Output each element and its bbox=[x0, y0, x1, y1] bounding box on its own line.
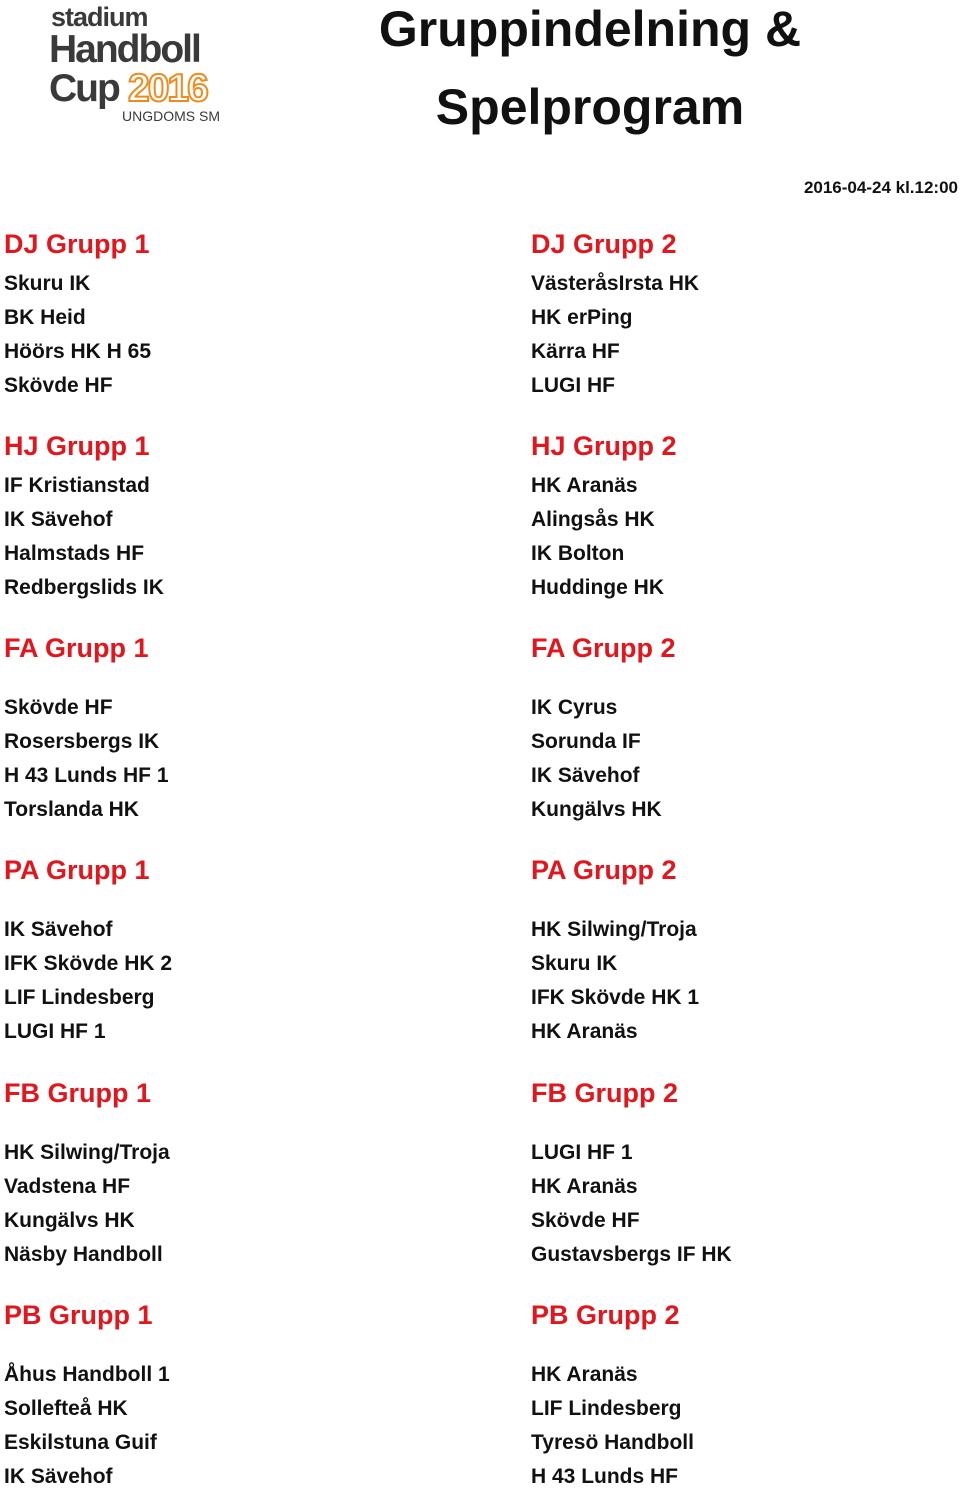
team-item: HK Aranäs bbox=[531, 474, 638, 497]
team-item: H 43 Lunds HF bbox=[531, 1465, 679, 1488]
team-item: HK Silwing/Troja bbox=[531, 918, 697, 941]
team-list bbox=[531, 691, 951, 827]
team-item: Skuru IK bbox=[531, 952, 618, 975]
team-item: Skuru IK bbox=[4, 272, 91, 295]
team-item: Skövde HF bbox=[531, 1209, 640, 1232]
team-item: Halmstads HF bbox=[4, 542, 145, 565]
group-title: DJ Grupp 2 bbox=[531, 229, 677, 259]
team-item: IFK Skövde HK 2 bbox=[4, 952, 173, 975]
team-list bbox=[4, 913, 424, 1049]
team-item: Gustavsbergs IF HK bbox=[531, 1243, 732, 1266]
team-list bbox=[531, 913, 951, 1049]
team-item: Eskilstuna Guif bbox=[4, 1431, 157, 1454]
group-pb-2 bbox=[531, 1298, 951, 1494]
group-pa-2 bbox=[531, 853, 951, 1049]
team-item: HK Aranäs bbox=[531, 1175, 638, 1198]
group-fb-2 bbox=[531, 1076, 951, 1272]
team-item: Kungälvs HK bbox=[531, 798, 662, 821]
datestamp: 2016-04-24 kl.12:00 bbox=[803, 178, 958, 197]
team-item: Alingsås HK bbox=[531, 508, 655, 531]
team-item: BK Heid bbox=[4, 306, 86, 329]
team-item: HK Aranäs bbox=[531, 1020, 638, 1043]
team-item: IK Sävehof bbox=[531, 764, 640, 787]
team-item: HK erPing bbox=[531, 306, 633, 329]
logo-line-year: 2016 bbox=[128, 67, 207, 110]
group-title: PA Grupp 2 bbox=[531, 855, 677, 885]
team-list bbox=[4, 267, 424, 403]
team-item: Åhus Handboll 1 bbox=[4, 1363, 170, 1386]
team-item: Skövde HF bbox=[4, 696, 113, 719]
group-title: HJ Grupp 1 bbox=[4, 431, 150, 461]
group-title: FA Grupp 2 bbox=[531, 633, 676, 663]
group-hj-1 bbox=[4, 429, 424, 605]
team-item: Skövde HF bbox=[4, 374, 113, 397]
page-title-line-1: Gruppindelning & bbox=[378, 1, 802, 57]
team-list bbox=[531, 469, 951, 605]
team-item: Huddinge HK bbox=[531, 576, 664, 599]
team-item: Tyresö Handboll bbox=[531, 1431, 694, 1454]
team-item: Sollefteå HK bbox=[4, 1397, 128, 1420]
group-title: HJ Grupp 2 bbox=[531, 431, 677, 461]
team-item: IK Sävehof bbox=[4, 1465, 113, 1488]
team-item: LIF Lindesberg bbox=[4, 986, 155, 1009]
team-item: HK Silwing/Troja bbox=[4, 1141, 170, 1164]
team-item: H 43 Lunds HF 1 bbox=[4, 764, 169, 787]
team-item: HK Aranäs bbox=[531, 1363, 638, 1386]
team-list bbox=[4, 691, 424, 827]
team-item: VästeråsIrsta HK bbox=[531, 272, 700, 295]
team-list bbox=[531, 1136, 951, 1272]
group-fb-1 bbox=[4, 1076, 424, 1272]
team-item: Sorunda IF bbox=[531, 730, 641, 753]
team-item: IFK Skövde HK 1 bbox=[531, 986, 700, 1009]
logo-line-ungdoms-sm: UNGDOMS SM bbox=[122, 108, 220, 124]
team-item: Kärra HF bbox=[531, 340, 620, 363]
team-list bbox=[4, 469, 424, 605]
group-fa-1 bbox=[4, 631, 424, 827]
team-list bbox=[531, 267, 951, 403]
team-item: IK Cyrus bbox=[531, 696, 618, 719]
team-list bbox=[4, 1136, 424, 1272]
team-item: Vadstena HF bbox=[4, 1175, 131, 1198]
logo-line-handboll: Handboll bbox=[49, 28, 200, 71]
team-item: LIF Lindesberg bbox=[531, 1397, 682, 1420]
team-item: IK Sävehof bbox=[4, 918, 113, 941]
team-item: LUGI HF 1 bbox=[4, 1020, 106, 1043]
group-pb-1 bbox=[4, 1298, 424, 1494]
group-title: FB Grupp 1 bbox=[4, 1078, 151, 1108]
team-item: Torslanda HK bbox=[4, 798, 139, 821]
team-list bbox=[531, 1358, 951, 1494]
team-item: Kungälvs HK bbox=[4, 1209, 135, 1232]
group-title: FA Grupp 1 bbox=[4, 633, 149, 663]
team-item: IF Kristianstad bbox=[4, 474, 150, 497]
group-title: FB Grupp 2 bbox=[531, 1078, 678, 1108]
logo-line-stadium: stadium bbox=[51, 2, 148, 32]
group-pa-1 bbox=[4, 853, 424, 1049]
stadium-handboll-cup-logo bbox=[48, 2, 228, 126]
group-title: PB Grupp 2 bbox=[531, 1300, 680, 1330]
team-item: Höörs HK H 65 bbox=[4, 340, 152, 363]
team-item: LUGI HF 1 bbox=[531, 1141, 633, 1164]
team-item: IK Bolton bbox=[531, 542, 625, 565]
team-item: IK Sävehof bbox=[4, 508, 113, 531]
logo-line-cup: Cup bbox=[49, 67, 119, 110]
group-dj-1 bbox=[4, 227, 424, 403]
team-list bbox=[4, 1358, 424, 1494]
team-item: Redbergslids IK bbox=[4, 576, 164, 599]
group-fa-2 bbox=[531, 631, 951, 827]
team-item: LUGI HF bbox=[531, 374, 615, 397]
group-dj-2 bbox=[531, 227, 951, 403]
team-item: Rosersbergs IK bbox=[4, 730, 160, 753]
group-hj-2 bbox=[531, 429, 951, 605]
page-title-line-2: Spelprogram bbox=[435, 79, 745, 135]
group-title: PA Grupp 1 bbox=[4, 855, 150, 885]
team-item: Näsby Handboll bbox=[4, 1243, 163, 1266]
group-title: DJ Grupp 1 bbox=[4, 229, 150, 259]
group-title: PB Grupp 1 bbox=[4, 1300, 153, 1330]
